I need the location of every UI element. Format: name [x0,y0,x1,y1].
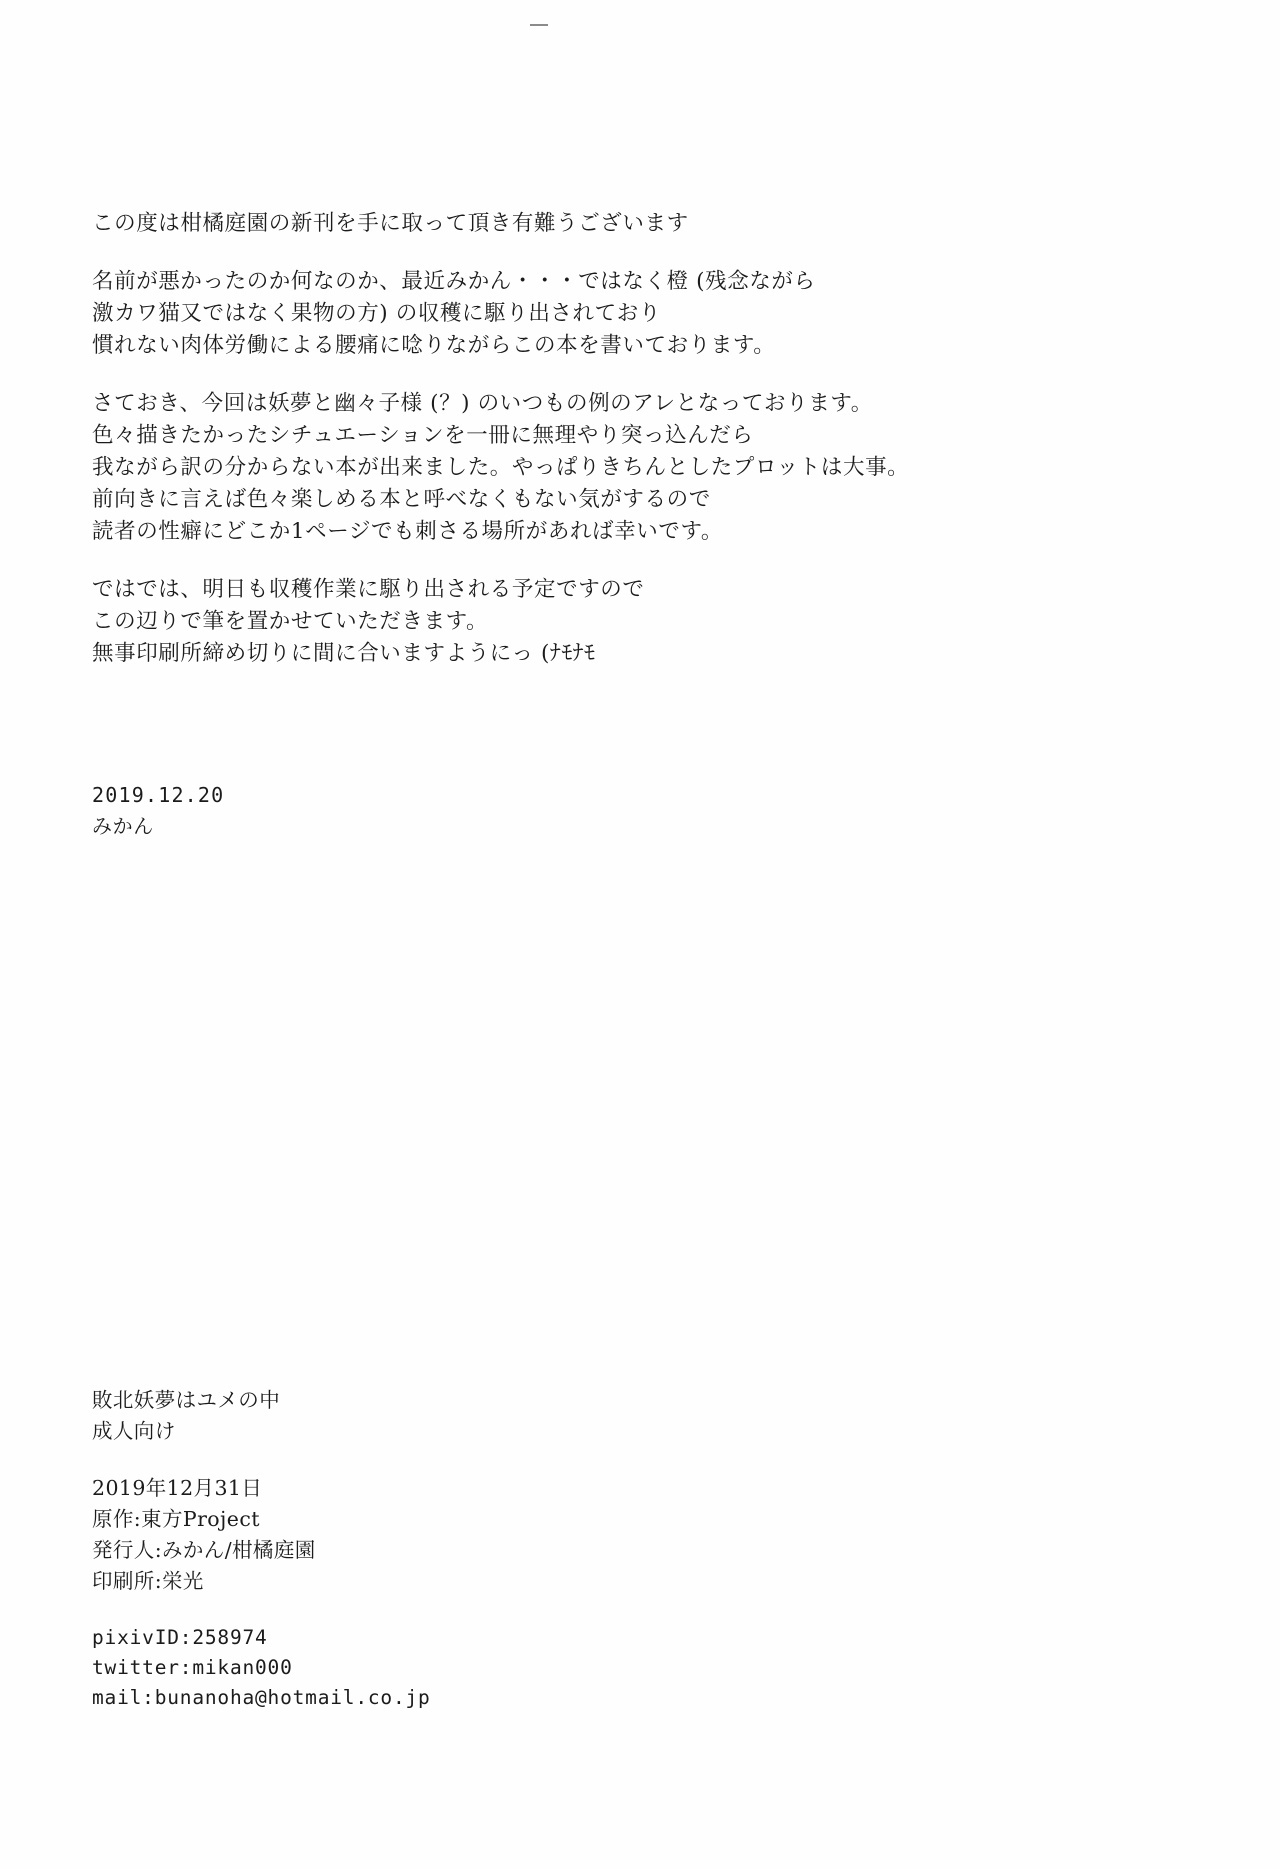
pixiv-id: pixivID:258974 [92,1626,268,1649]
afterword-line: 前向きに言えば色々楽しめる本と呼べなくもない気がするので [92,487,711,512]
publication-date: 2019年12月31日 [92,1476,263,1500]
afterword-paragraph [92,208,1192,240]
mail-address: mail:bunanoha@hotmail.co.jp [92,1686,431,1709]
printer: 印刷所:栄光 [92,1569,204,1593]
afterword-line: この度は柑橘庭園の新刊を手に取って頂き有難うございます [92,211,689,236]
afterword-text-block [92,208,1192,696]
afterword-line: 読者の性癖にどこか1ページでも刺さる場所があれば幸いです。 [92,519,723,544]
signature-date: 2019.12.20 [92,783,225,807]
top-page-mark [530,24,548,26]
afterword-paragraph [92,574,1192,670]
afterword-line: 激カワ猫又ではなく果物の方) の収穫に駆り出されており [92,301,661,326]
afterword-paragraph [92,266,1192,362]
signature-author: みかん [92,814,154,838]
twitter-handle: twitter:mikan000 [92,1656,293,1679]
afterword-line: 慣れない肉体労働による腰痛に唸りながらこの本を書いております。 [92,333,776,358]
original-work: 原作:東方Project [92,1507,260,1531]
afterword-paragraph [92,388,1192,548]
audience-rating: 成人向け [92,1419,176,1443]
afterword-line: ではでは、明日も収穫作業に駆り出される予定ですので [92,577,645,602]
book-title: 敗北妖夢はユメの中 [92,1388,281,1412]
afterword-line: 我ながら訳の分からない本が出来ました。やっぱりきちんとしたプロットは大事。 [92,455,910,480]
colophon-block [92,1385,431,1739]
afterword-line: この辺りで筆を置かせていただきます。 [92,609,489,634]
colophon-credits-group [92,1473,431,1597]
afterword-line: さておき、今回は妖夢と幽々子様 (？) のいつもの例のアレとなっております。 [92,391,873,416]
publisher: 発行人:みかん/柑橘庭園 [92,1538,316,1562]
afterword-line: 色々描きたかったシチュエーションを一冊に無理やり突っ込んだら [92,423,754,448]
afterword-line: 名前が悪かったのか何なのか、最近みかん・・・ではなく橙 (残念ながら [92,269,816,294]
afterword-line: 無事印刷所締め切りに間に合いますようにっ (ﾅﾓﾅﾓ [92,641,596,666]
colophon-contacts-group [92,1623,431,1713]
signature-block [92,780,224,842]
colophon-title-group [92,1385,431,1447]
